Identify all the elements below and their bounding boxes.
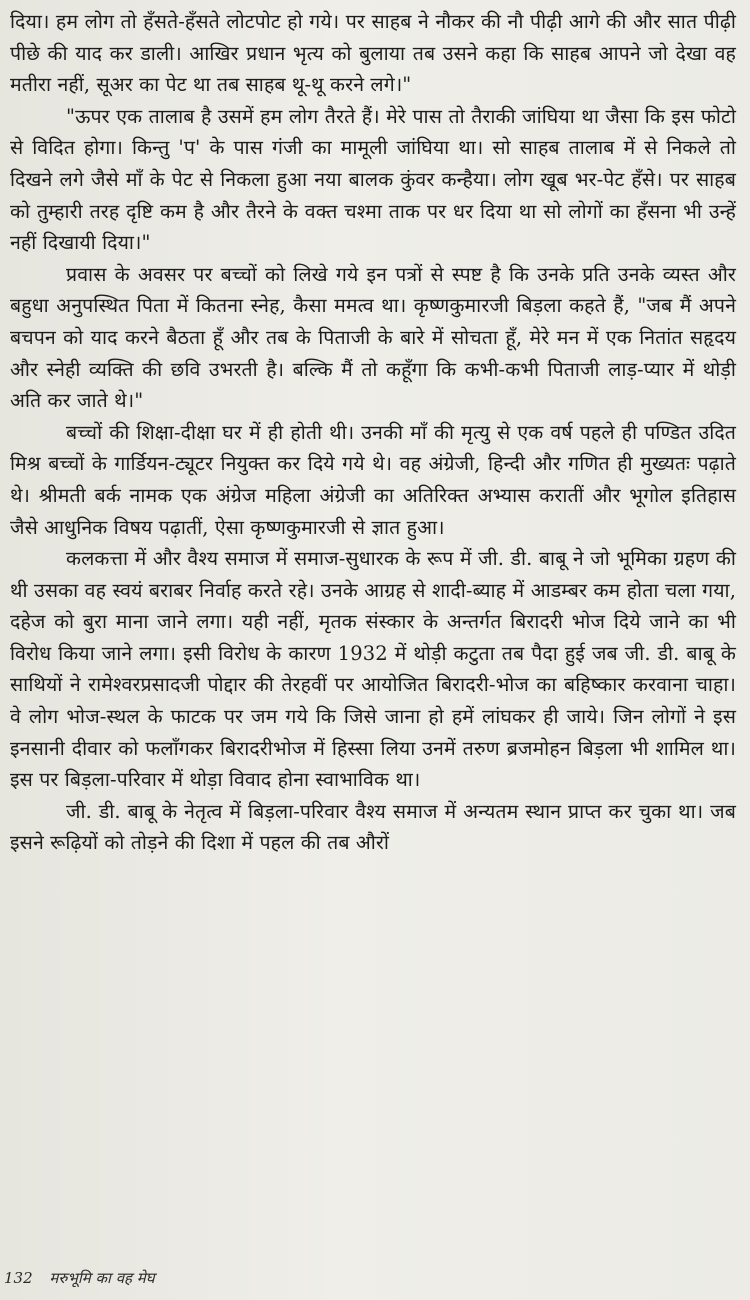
paragraph-3: प्रवास के अवसर पर बच्चों को लिखे गये इन पत्रों से स्पष्ट है कि उनके प्रति उनके व्यस्त और बहुधा अनुपस्थित पिता में कितना स्नेह, कैसा ममत्व था। कृष्णकुमारजी बिड़ला कहते हैं, "जब मैं अपने बचपन को याद करने बैठता हूँ और तब के पिताजी के बारे में सोचता हूँ, मेरे मन में एक नितांत सहृदय और स्नेही व्यक्ति की छवि उभरती है। बल्कि मैं तो कहूँगा कि कभी-कभी पिताजी लाड़-प्यार में थोड़ी अति कर जाते थे।" <box>10 262 736 413</box>
paragraph-4: बच्चों की शिक्षा-दीक्षा घर में ही होती थी। उनकी माँ की मृत्यु से एक वर्ष पहले ही पण्डित उदित मिश्र बच्चों के गार्डियन-ट्यूटर नियुक्त कर दिये गये थे। वह अंग्रेजी, हिन्दी और गणित ही मुख्यतः पढ़ाते थे। श्रीमती बर्क नामक एक अंग्रेज महिला अंग्रेजी का अतिरिक्त अभ्यास करातीं और भूगोल इतिहास जैसे आधुनिक विषय पढ़ातीं, ऐसा कृष्णकुमारजी से ज्ञात हुआ। <box>10 420 736 539</box>
paragraph-6: जी. डी. बाबू के नेतृत्व में बिड़ला-परिवार वैश्य समाज में अन्यतम स्थान प्राप्त कर चुका था। जब इसने रूढ़ियों को तोड़ने की दिशा में पहल की तब औरों <box>10 799 736 855</box>
paragraph-2: "ऊपर एक तालाब है उसमें हम लोग तैरते हैं। मेरे पास तो तैराकी जांघिया था जैसा कि इस फोटो से विदित होगा। किन्तु 'प' के पास गंजी का मामूली जांघिया था। सो साहब तालाब में से निकले तो दिखने लगे जैसे माँ के पेट से निकला हुआ नया बालक कुंवर कन्हैया। लोग खूब भर-पेट हँसे। पर साहब को तुम्हारी तरह दृष्टि कम है और तैरने के वक्त चश्मा ताक पर धर दिया था सो लोगों का हँसना भी उन्हें नहीं दिखायी दिया।" <box>10 104 736 255</box>
running-title: मरुभूमि का वह मेघ <box>49 1269 155 1287</box>
page-footer <box>4 1268 155 1288</box>
paragraph-5: कलकत्ता में और वैश्य समाज में समाज-सुधारक के रूप में जी. डी. बाबू ने जो भूमिका ग्रहण की थी उसका वह स्वयं बराबर निर्वाह करते रहे। उनके आग्रह से शादी-ब्याह में आडम्बर कम होता चला गया, दहेज को बुरा माना जाने लगा। यही नहीं, मृतक संस्कार के अन्तर्गत बिरादरी भोज दिये जाने का भी विरोध किया जाने लगा। इसी विरोध के कारण 1932 में थोड़ी कटुता तब पैदा हुई जब जी. डी. बाबू के साथियों ने रामेश्वरप्रसादजी पोद्दार की तेरहवीं पर आयोजित बिरादरी-भोज का बहिष्कार करवाना चाहा। वे लोग भोज-स्थल के फाटक पर जम गये कि जिसे जाना हो हमें लांघकर ही जाये। जिन लोगों ने इस इनसानी दीवार को फलाँगकर बिरादरीभोज में हिस्सा लिया उनमें तरुण ब्रजमोहन बिड़ला भी शामिल था। इस पर बिड़ला-परिवार में थोड़ा विवाद होना स्वाभाविक था। <box>10 547 736 792</box>
paragraph-1: दिया। हम लोग तो हँसते-हँसते लोटपोट हो गये। पर साहब ने नौकर की नौ पीढ़ी आगे की और सात पीढ़ी पीछे की याद कर डाली। आखिर प्रधान भृत्य को बुलाया तब उसने कहा कि साहब आपने जो देखा वह मतीरा नहीं, सूअर का पेट था तब साहब थू-थू करने लगे।" <box>10 10 736 97</box>
page-number: 132 <box>4 1269 33 1287</box>
